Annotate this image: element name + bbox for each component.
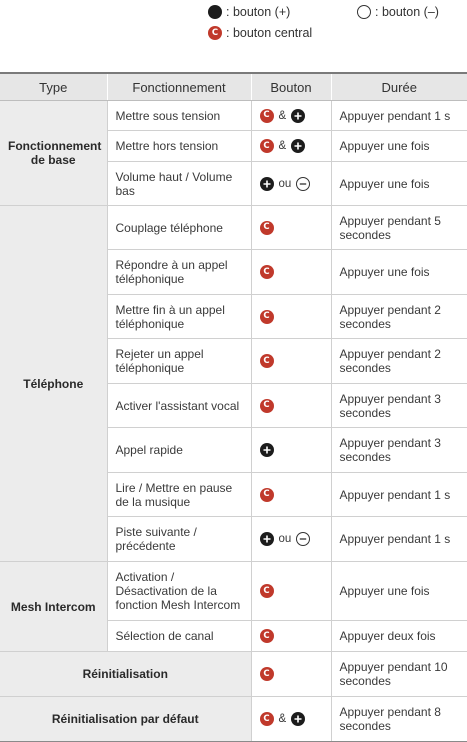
button-connector: & (278, 713, 287, 725)
central-button-icon: C (260, 265, 274, 279)
plus-button-icon (260, 532, 274, 546)
table-row (0, 206, 467, 250)
minus-button-icon (357, 5, 371, 19)
table-row (0, 652, 467, 697)
button-cell (251, 517, 331, 562)
central-button-icon: C (260, 139, 274, 153)
function-cell: Piste suivante / précédente (107, 517, 251, 562)
duration-cell: Appuyer pendant 1 s (331, 517, 467, 562)
button-cell (251, 339, 331, 384)
central-button-icon: C (260, 667, 274, 681)
table-header-row (0, 73, 467, 101)
central-button-icon: C (260, 354, 274, 368)
central-button-icon: C (260, 310, 274, 324)
plus-button-icon (291, 109, 305, 123)
header-duration: Durée (331, 73, 467, 101)
duration-cell: Appuyer pendant 2 secondes (331, 339, 467, 384)
function-cell: Activation / Désactivation de la fonction Mesh Intercom (107, 562, 251, 621)
function-cell: Sélection de canal (107, 621, 251, 652)
type-cell: Fonctionnement de base (0, 101, 107, 206)
function-cell: Appel rapide (107, 428, 251, 473)
button-cell (251, 428, 331, 473)
legend-minus (357, 5, 439, 19)
plus-button-icon (291, 139, 305, 153)
plus-button-icon (260, 443, 274, 457)
function-cell: Mettre fin à un appel téléphonique (107, 295, 251, 339)
header-button: Bouton (251, 73, 331, 101)
button-cell (251, 295, 331, 339)
function-cell: Volume haut / Volume bas (107, 162, 251, 206)
minus-button-icon (296, 177, 310, 191)
central-button-icon: C (208, 26, 222, 40)
legend-plus-label: : bouton (+) (226, 5, 291, 19)
legend-central (208, 26, 312, 40)
button-cell (251, 652, 331, 697)
button-connector: ou (278, 533, 292, 545)
legend-plus (208, 5, 290, 19)
central-button-icon: C (260, 629, 274, 643)
button-cell (251, 250, 331, 295)
button-cell (251, 384, 331, 428)
duration-cell: Appuyer pendant 1 s (331, 101, 467, 131)
duration-cell: Appuyer pendant 2 secondes (331, 295, 467, 339)
duration-cell: Appuyer pendant 3 secondes (331, 384, 467, 428)
button-cell (251, 562, 331, 621)
plus-button-icon (291, 712, 305, 726)
duration-cell: Appuyer pendant 3 secondes (331, 428, 467, 473)
button-cell (251, 697, 331, 742)
duration-cell: Appuyer une fois (331, 562, 467, 621)
duration-cell: Appuyer une fois (331, 162, 467, 206)
legend-central-label: : bouton central (226, 26, 313, 40)
central-button-icon: C (260, 488, 274, 502)
function-cell: Lire / Mettre en pause de la musique (107, 473, 251, 517)
central-button-icon: C (260, 712, 274, 726)
button-connector: & (278, 140, 287, 152)
button-cell (251, 473, 331, 517)
type-cell: Réinitialisation (0, 652, 251, 697)
function-cell: Couplage téléphone (107, 206, 251, 250)
duration-cell: Appuyer pendant 1 s (331, 473, 467, 517)
duration-cell: Appuyer pendant 5 secondes (331, 206, 467, 250)
legend-minus-label: : bouton (–) (375, 5, 439, 19)
button-cell (251, 101, 331, 131)
type-cell: Téléphone (0, 206, 107, 562)
function-cell: Mettre sous tension (107, 101, 251, 131)
function-cell: Répondre à un appel téléphonique (107, 250, 251, 295)
button-connector: & (278, 109, 287, 122)
button-cell (251, 621, 331, 652)
button-cell (251, 162, 331, 206)
plus-button-icon (208, 5, 222, 19)
table-row (0, 562, 467, 621)
duration-cell: Appuyer une fois (331, 131, 467, 162)
button-functions-table (0, 72, 467, 742)
duration-cell: Appuyer deux fois (331, 621, 467, 652)
duration-cell: Appuyer pendant 10 secondes (331, 652, 467, 697)
type-cell: Mesh Intercom (0, 562, 107, 652)
duration-cell: Appuyer une fois (331, 250, 467, 295)
type-cell: Réinitialisation par défaut (0, 697, 251, 742)
header-type: Type (0, 73, 107, 101)
function-cell: Rejeter un appel téléphonique (107, 339, 251, 384)
button-connector: ou (278, 177, 292, 190)
duration-cell: Appuyer pendant 8 secondes (331, 697, 467, 742)
button-cell (251, 206, 331, 250)
function-cell: Activer l'assistant vocal (107, 384, 251, 428)
header-function: Fonctionnement (107, 73, 251, 101)
central-button-icon: C (260, 221, 274, 235)
central-button-icon: C (260, 399, 274, 413)
table-row (0, 697, 467, 742)
central-button-icon: C (260, 109, 274, 123)
table-row (0, 101, 467, 131)
central-button-icon: C (260, 584, 274, 598)
minus-button-icon (296, 532, 310, 546)
plus-button-icon (260, 177, 274, 191)
button-cell (251, 131, 331, 162)
function-cell: Mettre hors tension (107, 131, 251, 162)
